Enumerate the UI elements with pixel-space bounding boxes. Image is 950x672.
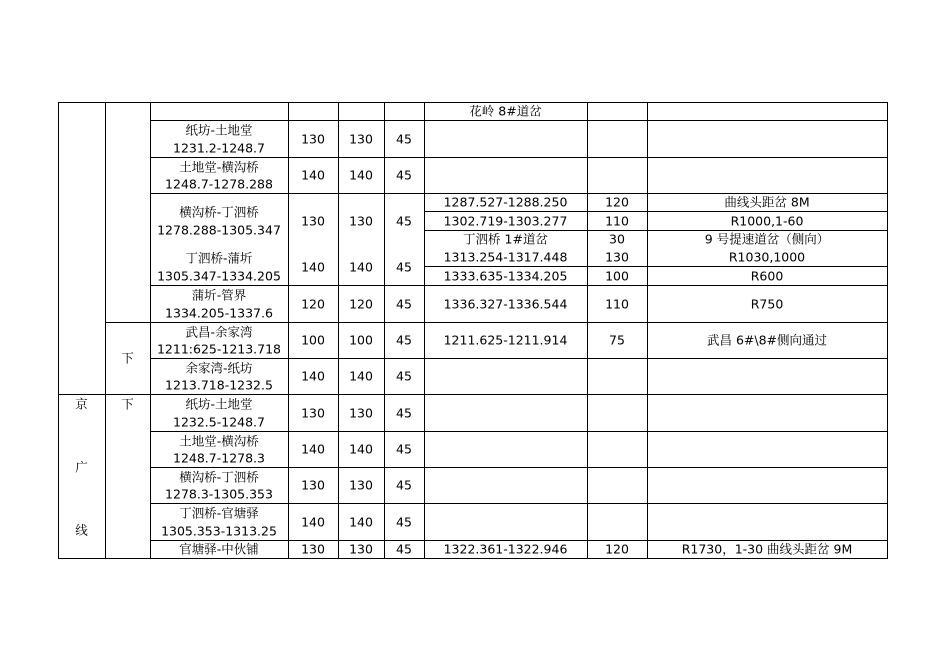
section-mileage: 1248.7-1278.288	[165, 176, 273, 192]
section-name: 土地堂-横沟桥	[179, 159, 259, 174]
restriction-note: 9 号提速道岔（侧向）	[704, 231, 830, 247]
speed-value: 140	[301, 441, 325, 457]
speed-value: 130	[301, 131, 325, 146]
speed-value: 140	[301, 368, 325, 384]
restriction-note: R750	[750, 296, 784, 311]
column-divider	[105, 102, 106, 559]
section-mileage: 1278.3-1305.353	[165, 486, 273, 502]
section-mileage: 1213.718-1232.5	[165, 377, 273, 393]
section-name: 丁泗桥-官塘驿	[179, 505, 259, 521]
restriction-note: R1730，1-30 曲线头距岔 9M	[681, 541, 853, 557]
speed-value: 45	[396, 405, 412, 420]
speed-value: 45	[396, 441, 412, 457]
restriction-speed: 110	[605, 213, 629, 228]
restriction-range: 1211.625-1211.914	[443, 332, 568, 348]
speed-value: 140	[349, 259, 373, 274]
restriction-range: 1313.254-1317.448	[443, 249, 568, 265]
section-name: 横沟桥-丁泗桥	[179, 204, 259, 220]
speed-value: 45	[396, 296, 412, 311]
speed-value: 140	[349, 514, 373, 529]
speed-value: 140	[301, 514, 325, 529]
row-divider	[150, 467, 888, 468]
speed-value: 45	[396, 131, 412, 146]
restriction-range: 1336.327-1336.544	[443, 296, 568, 311]
restriction-note: 曲线头距岔 8M	[724, 194, 810, 210]
restriction-note: R1030,1000	[728, 249, 806, 265]
restriction-note: R1000,1-60	[730, 213, 804, 228]
speed-value: 130	[301, 213, 325, 228]
speed-value: 45	[396, 332, 412, 348]
column-divider	[338, 102, 339, 559]
speed-value: 45	[396, 514, 412, 529]
restriction-range: 1287.527-1288.250	[443, 194, 568, 210]
section-mileage: 1334.205-1337.6	[165, 305, 273, 320]
restriction-speed: 30	[609, 231, 625, 247]
speed-value: 130	[349, 131, 373, 146]
speed-value: 45	[396, 368, 412, 384]
speed-value: 120	[301, 296, 325, 311]
section-mileage: 1278.288-1305.347	[157, 222, 281, 237]
column-divider	[424, 102, 425, 559]
column-divider	[384, 102, 385, 559]
section-mileage: 1305.353-1313.25	[161, 523, 277, 538]
speed-value: 45	[396, 259, 412, 274]
section-mileage: 1211:625-1213.718	[156, 341, 282, 357]
restriction-range: 花岭 8#道岔	[469, 103, 542, 119]
section-name: 纸坊-土地堂	[185, 122, 253, 138]
row-divider	[150, 157, 888, 158]
restriction-speed: 120	[605, 194, 629, 210]
direction-label: 下	[121, 350, 134, 366]
column-divider	[647, 102, 648, 559]
restriction-speed: 130	[605, 249, 629, 265]
speed-value: 45	[396, 213, 412, 228]
restriction-note: R600	[750, 268, 784, 283]
restriction-speed: 75	[609, 332, 625, 348]
row-divider	[150, 431, 888, 432]
restriction-speed: 100	[605, 268, 629, 283]
speed-value: 130	[349, 405, 373, 420]
line-label-char: 京	[75, 396, 88, 412]
section-name: 官塘驿-中伙铺	[179, 541, 259, 557]
speed-value: 130	[349, 213, 373, 228]
row-divider	[150, 285, 888, 286]
speed-value: 45	[396, 541, 412, 557]
section-name: 蒲圻-管界	[191, 287, 247, 303]
row-divider	[150, 120, 888, 121]
section-name: 丁泗桥-蒲圻	[185, 250, 253, 266]
row-divider	[58, 394, 888, 395]
section-name: 纸坊-土地堂	[185, 396, 253, 412]
speed-value: 140	[349, 368, 373, 384]
section-mileage: 1248.7-1278.3	[173, 450, 265, 466]
column-divider	[587, 102, 588, 559]
speed-value: 120	[349, 296, 373, 311]
speed-value: 130	[349, 477, 373, 493]
section-name: 余家湾-纸坊	[185, 360, 253, 375]
restriction-range: 1333.635-1334.205	[443, 268, 568, 283]
line-label-char: 线	[75, 522, 88, 538]
restriction-range: 丁泗桥 1#道岔	[463, 231, 548, 247]
speed-value: 130	[301, 477, 325, 493]
speed-value: 140	[349, 167, 373, 183]
speed-value: 130	[301, 405, 325, 420]
row-divider	[150, 503, 888, 504]
table-bottom-border	[58, 558, 888, 559]
table-left-border	[58, 102, 59, 559]
section-mileage: 1231.2-1248.7	[173, 140, 265, 155]
section-name: 武昌-余家湾	[185, 324, 253, 339]
speed-value: 100	[349, 332, 373, 348]
column-divider	[288, 102, 289, 559]
section-name: 土地堂-横沟桥	[179, 433, 259, 448]
speed-value: 45	[396, 167, 412, 183]
section-name: 横沟桥-丁泗桥	[179, 469, 259, 484]
restriction-speed: 110	[605, 296, 629, 311]
speed-value: 140	[349, 441, 373, 457]
speed-value: 130	[301, 541, 325, 557]
restriction-speed: 120	[605, 541, 629, 557]
restriction-range: 1322.361-1322.946	[443, 541, 568, 557]
restriction-range: 1302.719-1303.277	[443, 213, 568, 228]
section-mileage: 1232.5-1248.7	[173, 414, 265, 429]
column-divider	[150, 102, 151, 559]
speed-value: 45	[396, 477, 412, 493]
speed-value: 140	[301, 259, 325, 274]
speed-value: 100	[301, 332, 325, 348]
restriction-note: 武昌 6#\8#侧向通过	[706, 332, 828, 348]
speed-value: 140	[301, 167, 325, 183]
speed-value: 130	[349, 541, 373, 557]
section-mileage: 1305.347-1334.205	[157, 268, 281, 283]
direction-label: 下	[121, 396, 134, 412]
row-divider	[150, 358, 888, 359]
table-right-border	[887, 102, 888, 559]
line-label-char: 广	[75, 459, 88, 475]
